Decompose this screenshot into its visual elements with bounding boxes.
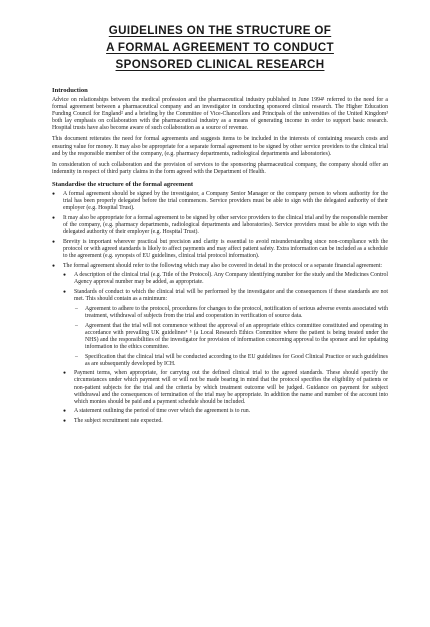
list-item: ● Brevity is important wherever practical but precision and clarity is essential to avoid misunderstanding since non-compliance with the protocol or with agreed standards is likely to affect payments and may affect patient safety. Extra information can be included as a schedule to the agreement (e.g. synopsis of EU guidelines, clinical trial protocol information). [52, 239, 388, 260]
intro-paragraph-2: This document reiterates the need for formal agreements and suggests items to be included in the interests of containing research costs and ensuring value for money. It may also be appropriate for a separate formal agreement to be signed by other service providers to the clinical trial and by the responsible member of the company, (e.g. pharmacy departments, radiological departments and laboratories). [52, 136, 388, 157]
title-line-3: SPONSORED CLINICAL RESEARCH [115, 58, 325, 71]
intro-paragraph-3: In consideration of such collaboration and the provision of services to the sponsoring pharmaceutical company, the company should offer an indemnity in respect of third party claims in the form agreed with the Department of Health. [52, 161, 388, 175]
agreement-sub-list [63, 272, 388, 425]
list-item: ● A description of the clinical trial (e.g. Title of the Protocol). Any Company identifying number for the study and the Medicines Control Agency approval number may be added, as appropriate. [63, 272, 388, 286]
document-title [52, 22, 388, 73]
standardise-heading: Standardise the structure of the formal agreement [52, 180, 194, 188]
list-item: ● Payment terms, when appropriate, for carrying out the defined clinical trial to the agreed standards. These should specify the circumstances under which payment will or will not be made bearing in mind that the protocol specifies the eligibility of patients or non-patient subjects for the trial and the criteria by which treatment outcome will be judged. Guidance on payment for subject withdrawal and the consequences of termination of the trial may be appropriate. In addition the name and number of the account into which monies should be paid and a payment schedule should be included. [63, 370, 388, 405]
document-page [0, 22, 430, 627]
title-line-1: GUIDELINES ON THE STRUCTURE OF [108, 24, 332, 37]
introduction-heading: Introduction [52, 87, 88, 94]
list-item: – Specification that the clinical trial will be conducted according to the EU guidelines for Good Clinical Practice or such guidelines as are subsequently developed by ICH. [74, 354, 388, 368]
list-item: ● Standards of conduct to which the clinical trial will be performed by the investigator and the consequences if these standards are not met. This should contain as a minimum: – Agreement to adhere to the protocol, procedures for changes to the protocol, notification of serious adverse events associated with treatment, withdrawal of subjects from the trial and cooperation in verification of source data. – Agreement that the trial will not commence without the approval of an appropriate ethics committee constituted and operating in accordance with prevailing UK guidelines⁴ ⁵ (a Local Research Ethics Committee where the patient is being treated under the NHS) and the responsibilities of the investigator for provision of information concerning approval to the sponsor and for updating information to the ethics committee. – Specification that the clinical trial will be conducted according to the EU guidelines for Good Clinical Practice or such guidelines as are subsequently developed by ICH. [63, 289, 388, 368]
list-item: ● The subject recruitment rate expected. [63, 418, 388, 425]
list-item: ● A statement outlining the period of time over which the agreement is to run. [63, 408, 388, 415]
list-item: ● A formal agreement should be signed by the investigator, a Company Senior Manager or the company person to whom authority for the trial has been properly delegated before the trial commences. Service providers must be able to sign with the delegated authority of their employer (e.g. Hospital Trust). [52, 191, 388, 212]
agreement-bullet-list [52, 191, 388, 425]
intro-paragraph-1: Advice on relationships between the medical profession and the pharmaceutical industry published in June 1994¹ referred to the need for a formal agreement between a pharmaceutical company and an investigator in conducting sponsored clinical research. The Higher Education Funding Council for England² and a briefing by the Committee of Vice-Chancellors and Principals of the universities of the United Kingdom³ both lay emphasis on collaboration with the pharmaceutical industry as a means of generating income in order to support basic research. Hospital trusts have also become aware of such collaboration as a source of revenue. [52, 97, 388, 132]
title-line-2: A FORMAL AGREEMENT TO CONDUCT [106, 41, 334, 54]
standards-dash-list [74, 306, 388, 368]
list-item: – Agreement that the trial will not commence without the approval of an appropriate ethics committee constituted and operating in accordance with prevailing UK guidelines⁴ ⁵ (a Local Research Ethics Committee where the patient is being treated under the NHS) and the responsibilities of the investigator for provision of information concerning approval to the sponsor and for updating information to the ethics committee. [74, 323, 388, 351]
list-item: – Agreement to adhere to the protocol, procedures for changes to the protocol, notification of serious adverse events associated with treatment, withdrawal of subjects from the trial and cooperation in verification of source data. [74, 306, 388, 320]
list-item: ● The formal agreement should refer to the following which may also be covered in detail in the protocol or a separate financial agreement: ● A description of the clinical trial (e.g. Title of the Protocol). Any Company identifying number for the study and the Medicines Control Agency approval number may be added, as appropriate. ● Standards of conduct to which the clinical trial will be performed by the investigator and the consequences if these standards are not met. This should contain as a minimum: – Agreement to adhere to the protocol, procedures for changes to the protocol, notification of serious adverse events associated with treatment, withdrawal of subjects from the trial and cooperation in verification of source data. – Agreement that the trial will not commence without the approval of an appropriate ethics committee constituted and operating in accordance with prevailing UK guidelines⁴ ⁵ (a Local Research Ethics Committee where the patient is being treated under the NHS) and the responsibilities of the investigator for provision of information concerning approval to the sponsor and for updating information to the ethics committee. – Specification that the clinical trial will be conducted according to the EU guidelines for Good Clinical Practice or such guidelines as are subsequently developed by ICH. ● Payment terms, when appropriate, for carrying out the defined clinical trial to the agreed standards. These should specify the circumstances under which payment will or will not be made bearing in mind that the protocol specifies the eligibility of patients or non-patient subjects for the trial and the criteria by which treatment outcome will be judged. Guidance on payment for subject withdrawal and the consequences of termination of the trial may be appropriate. In addition the name and number of the account into which monies should be paid and a payment schedule should be included. ● A statement outlining the period of time over which the agreement is to run. ● The subject recruitment rate expected. [52, 263, 388, 426]
list-item: ● It may also be appropriate for a formal agreement to be signed by other service providers to the clinical trial and by the responsible member of the company, (e.g. pharmacy departments, radiological departments and laboratories). Service providers must be able to sign with the delegated authority of their employer (e.g. Hospital Trust). [52, 215, 388, 236]
